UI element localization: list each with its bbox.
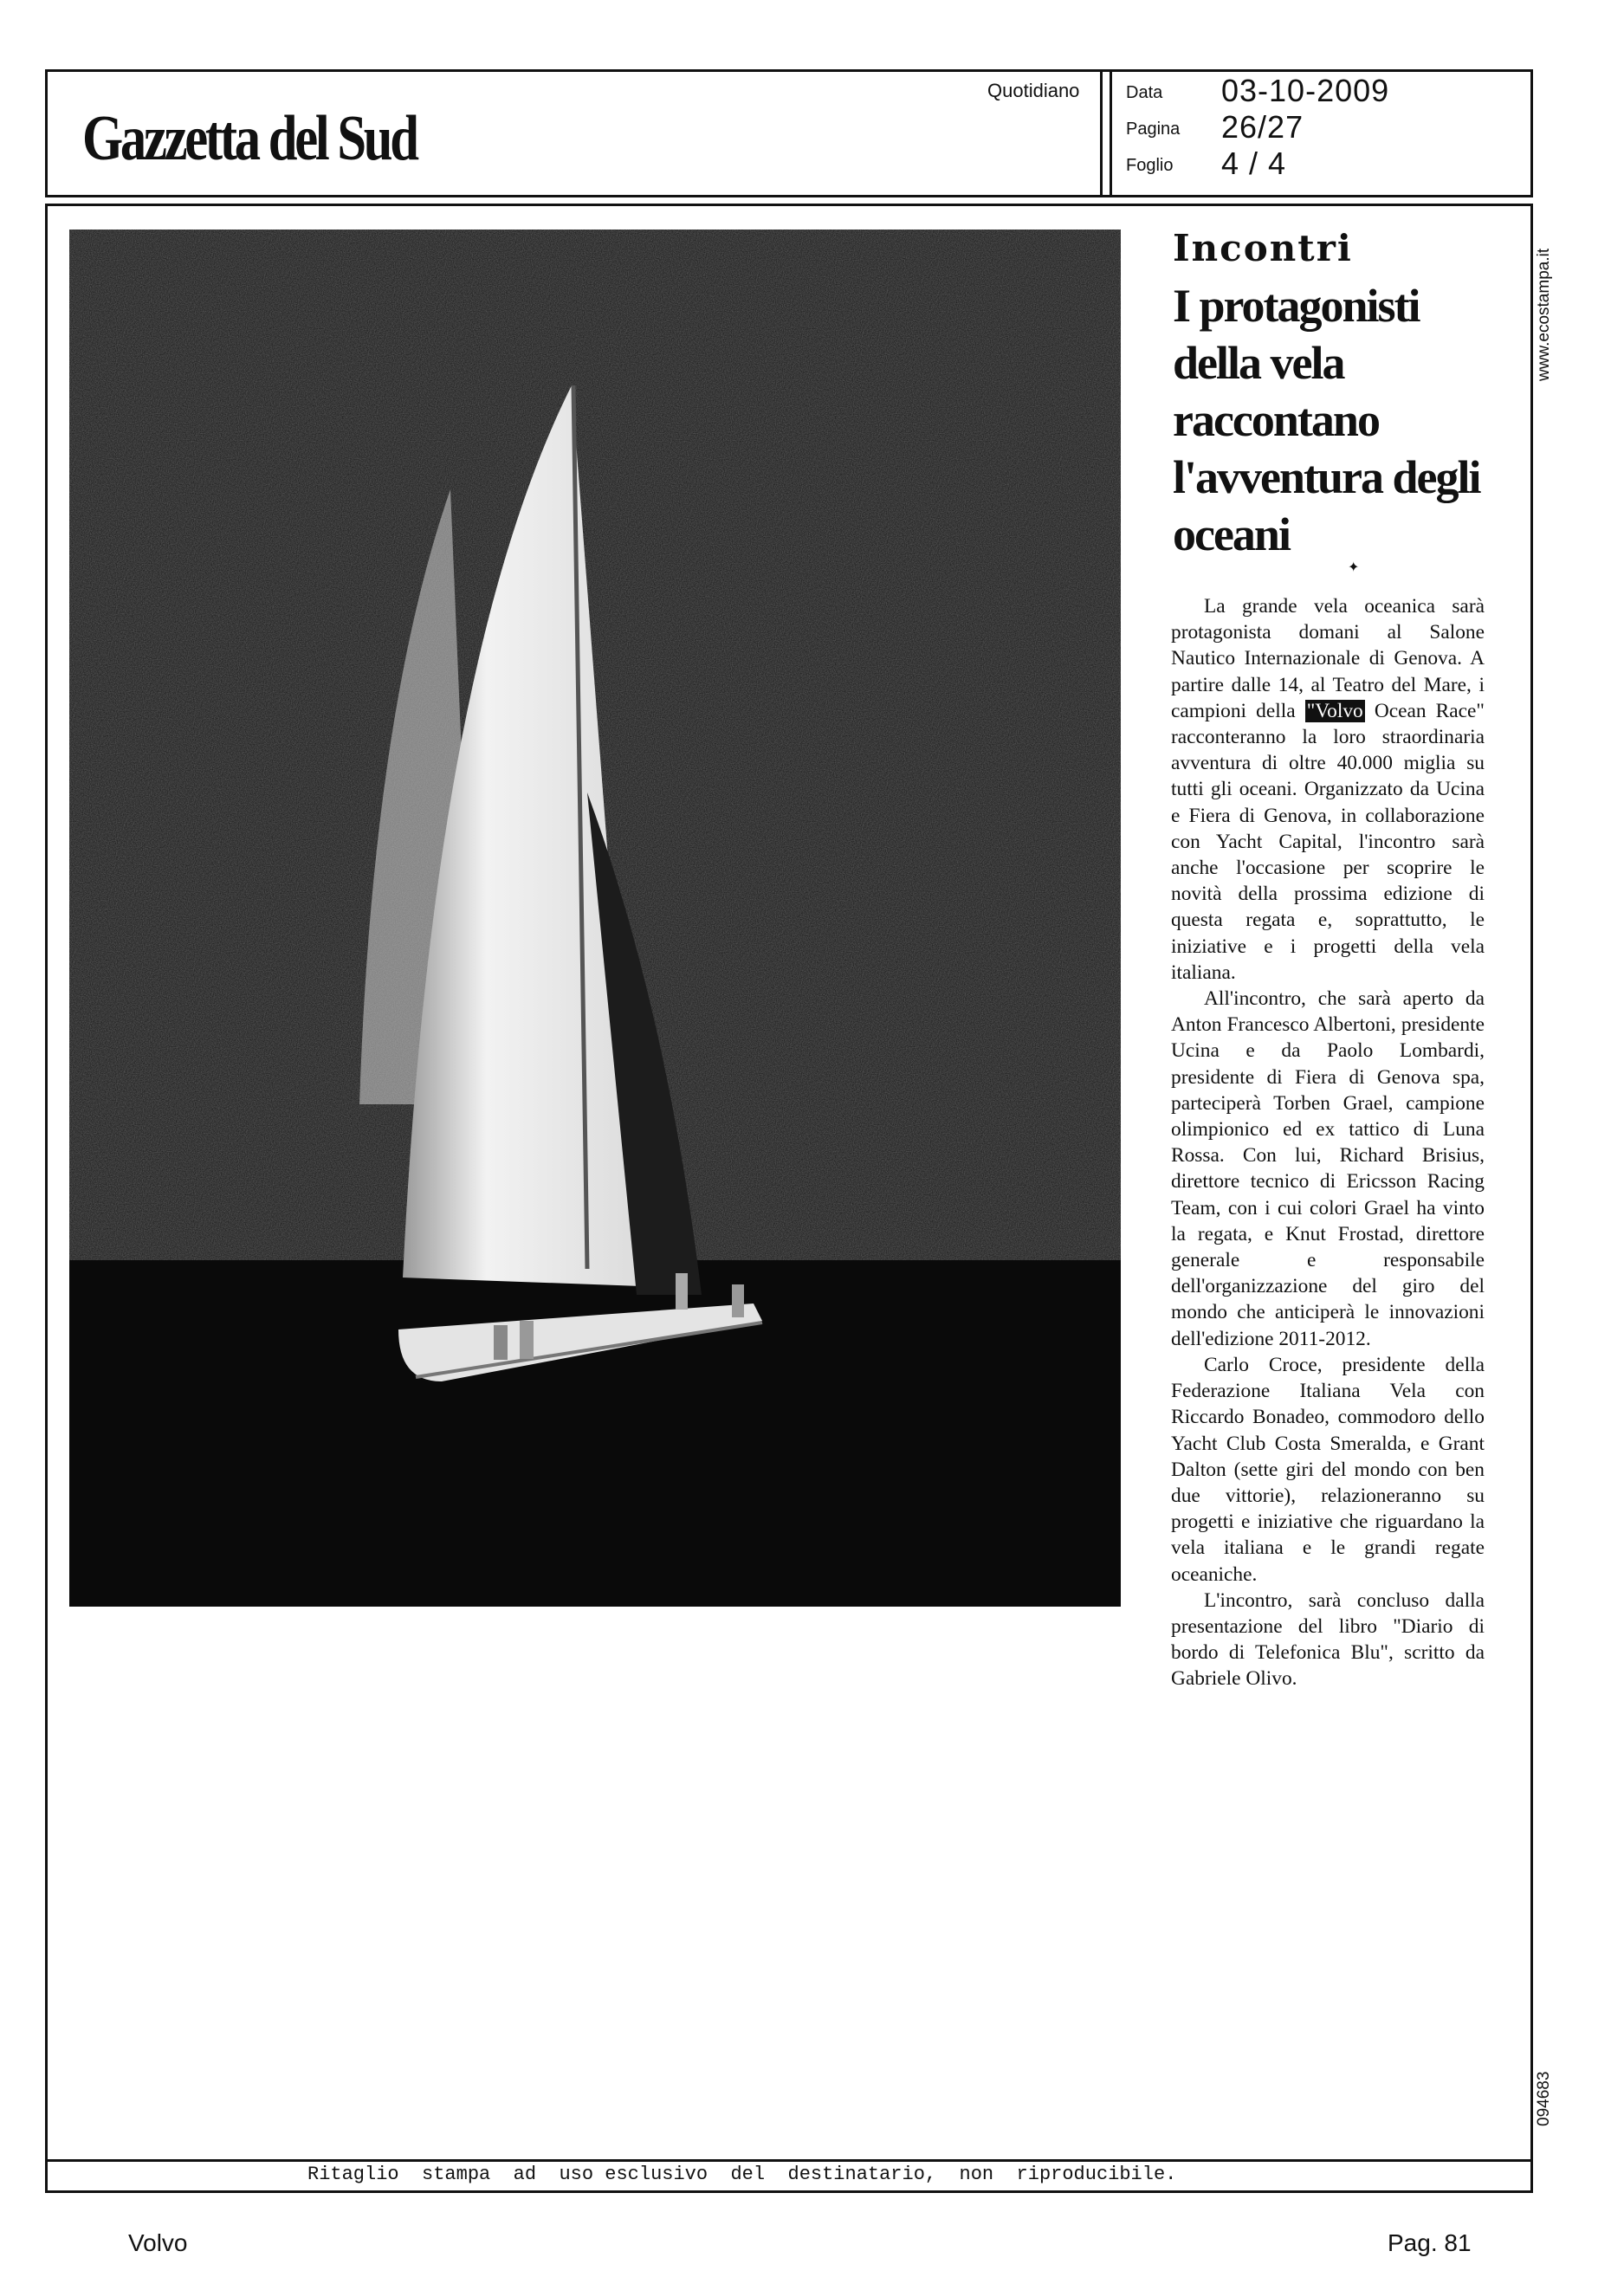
paragraph-3: Carlo Croce, presidente della Federazione Italiana Vela con Riccardo Bonadeo, commodoro dello Yacht Club Costa Smeralda, e Grant Dalton (sette giri del mondo con ben due vittorie), relazioneranno su progetti e iniziative che riguardano la vela italiana e le grandi regate oceaniche. [1171, 1353, 1485, 1586]
paragraph-1 [1171, 593, 1485, 986]
crew-member [520, 1321, 534, 1359]
sailboat-photo [69, 230, 1121, 1607]
paragraph-2: All'incontro, che sarà aperto da Anton Francesco Albertoni, presidente Ucina e da Paolo Lombardi, presidente di Fiera di Genova spa, parteciperà Torben Grael, campione olimpionico ed ex tattico di Luna Rossa. Con lui, Richard Brisius, direttore tecnico di Ericsson Racing Team, con i cui colori Grael ha vinto la regata, e Knut Frostad, direttore generale e responsabile dell'organizzazione del giro del mondo che anticiperà le innovazioni dell'edizione 2011-2012. [1171, 987, 1485, 1350]
footer-notice: Ritaglio stampa ad uso esclusivo del destinatario, non riproducibile. [307, 2164, 1177, 2185]
footer-divider [45, 2159, 1533, 2162]
article-body [1171, 593, 1485, 1692]
header-divider [1100, 69, 1112, 197]
masthead: Gazzetta del Sud [82, 103, 417, 174]
crew-member [494, 1325, 508, 1360]
crew-member [676, 1273, 688, 1310]
publication-type: Quotidiano [987, 80, 1080, 101]
sea [69, 1260, 1121, 1607]
foglio-label: Foglio [1126, 156, 1174, 175]
article-kicker: Incontri [1173, 227, 1353, 269]
crew-member [732, 1284, 744, 1317]
data-label: Data [1126, 83, 1163, 102]
data-value: 03-10-2009 [1221, 73, 1390, 108]
paragraph-4: L'incontro, sarà concluso dalla presentazione del libro "Diario di bordo di Telefonica Blu", scritto da Gabriele Olivo. [1171, 1588, 1485, 1691]
paragraph-1-text-a: La grande vela oceanica sarà protagonista domani al Salone Nautico Internazionale di Genova. A partire dalle 14, al Teatro del Mare, i campioni della [1171, 595, 1485, 722]
article-headline: I protagonisti della vela raccontano l'avventura degli oceani [1173, 280, 1480, 560]
side-url: www.ecostampa.it [1535, 248, 1553, 381]
foglio-value: 4 / 4 [1221, 146, 1287, 181]
paragraph-1-text-b: Ocean Race" racconteranno la loro straordinaria avventura di oltre 40.000 miglia su tutti gli oceani. Organizzato da Ucina e Fiera di Genova, in collaborazione con Yacht Capital, l'incontro sarà anche l'occasione per scoprire le novità della prossima edizione di questa regata e, soprattutto, le iniziative e i progetti della vela italiana. [1171, 699, 1485, 984]
pagina-label: Pagina [1126, 120, 1181, 139]
page-footer-right: Pag. 81 [1388, 2229, 1472, 2256]
highlighted-keyword: "Volvo [1306, 699, 1363, 722]
page-footer-left: Volvo [128, 2229, 188, 2256]
side-code: 094683 [1535, 2071, 1553, 2126]
pagina-value: 26/27 [1221, 109, 1304, 145]
scan-mark: ✦ [1348, 560, 1360, 575]
